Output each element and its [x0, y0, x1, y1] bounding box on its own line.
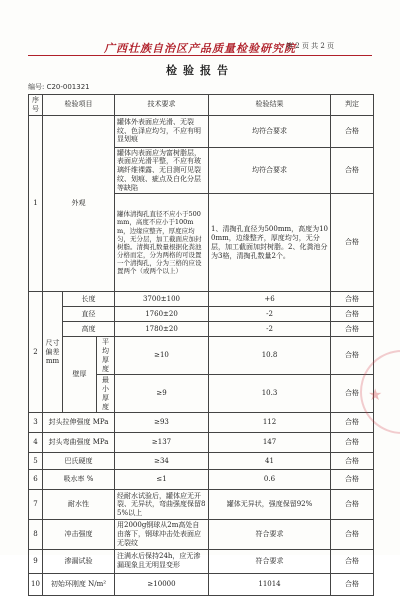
table-row: [29, 292, 374, 307]
verdict-cell: 合格: [331, 322, 374, 337]
table-row: [29, 322, 374, 337]
seq-cell: 7: [29, 490, 43, 520]
seq-cell: 2: [29, 292, 43, 413]
result-cell: 112: [209, 413, 331, 433]
result-cell: +6: [209, 292, 331, 307]
result-cell: 均符合要求: [209, 115, 331, 147]
result-cell: -2: [209, 307, 331, 322]
seq-cell: 1: [29, 115, 43, 292]
requirement-cell: ≥9: [115, 375, 209, 413]
requirement-cell: 1780±20: [115, 322, 209, 337]
item-cell: 渗漏试验: [43, 549, 115, 573]
seq-cell: 5: [29, 453, 43, 470]
table-header-row: [29, 95, 374, 116]
table-row: [29, 337, 374, 375]
result-cell: 罐体无异状，强度保留92%: [209, 490, 331, 520]
item-cell: 初始环刚度 N/m²: [43, 573, 115, 595]
item-cell: 吸水率 %: [43, 470, 115, 490]
verdict-cell: 合格: [331, 413, 374, 433]
table-row: [29, 307, 374, 322]
result-cell: 41: [209, 453, 331, 470]
table-row: [29, 413, 374, 433]
report-serial: 编号: C20-001321: [28, 83, 90, 91]
result-cell: 147: [209, 433, 331, 453]
seal-star-icon: ★: [368, 385, 383, 404]
requirement-cell: ≥137: [115, 433, 209, 453]
seq-cell: 4: [29, 433, 43, 453]
result-cell: 10.3: [209, 375, 331, 413]
seq-cell: 3: [29, 413, 43, 433]
verdict-cell: 合格: [331, 549, 374, 573]
header-requirement: 技术要求: [115, 95, 209, 116]
requirement-cell: 1760±20: [115, 307, 209, 322]
page-number: 第 2 页 共 2 页: [286, 42, 335, 50]
seq-cell: 8: [29, 520, 43, 549]
result-cell: 1、清掏孔直径为500mm，高度为100mm，边缘整齐，厚度均匀，无分层，加工截面加封树脂。2、化粪池分为3格，清掏孔数量2个。: [209, 194, 331, 292]
seq-cell: 9: [29, 549, 43, 573]
item-cell: 冲击强度: [43, 520, 115, 549]
requirement-cell: 注满水后保持24h，应无渗漏现象且无明显变形: [115, 549, 209, 573]
item-cell: 尺寸偏差mm: [43, 292, 63, 413]
table-row: [29, 470, 374, 490]
item-cell: 封头拉伸强度 MPa: [43, 413, 115, 433]
sub-sub-item-cell: 平均厚度: [97, 337, 115, 375]
result-cell: 符合要求: [209, 520, 331, 549]
table-row: [29, 453, 374, 470]
table-row: [29, 573, 374, 595]
seq-cell: 10: [29, 573, 43, 595]
table-row: [29, 433, 374, 453]
item-cell: 封头弯曲强度 MPa: [43, 433, 115, 453]
result-cell: 10.8: [209, 337, 331, 375]
sub-sub-item-cell: 最小厚度: [97, 375, 115, 413]
verdict-cell: 合格: [331, 433, 374, 453]
institute-name: 广西壮族自治区产品质量检验研究院: [104, 42, 296, 55]
item-cell: 耐水性: [43, 490, 115, 520]
verdict-cell: 合格: [331, 307, 374, 322]
requirement-cell: ≥34: [115, 453, 209, 470]
requirement-cell: 罐体内表面应为富树脂层，表面应光滑平整，不应有玻璃纤维裸露、无目测可见裂纹、划痕、疵点及白化分层等缺陷: [115, 147, 209, 194]
verdict-cell: 合格: [331, 375, 374, 413]
sub-item-cell: 直径: [63, 307, 115, 322]
seq-cell: 6: [29, 470, 43, 490]
requirement-cell: ≥93: [115, 413, 209, 433]
result-cell: 符合要求: [209, 549, 331, 573]
verdict-cell: 合格: [331, 147, 374, 194]
header-seq: 序号: [29, 95, 43, 116]
sub-item-cell: 长度: [63, 292, 115, 307]
sub-item-cell: 壁厚: [63, 337, 97, 413]
requirement-cell: ≤1: [115, 470, 209, 490]
requirement-cell: 罐体外表面应光滑、无裂纹、色泽应均匀，不应有明显划痕: [115, 115, 209, 147]
item-cell: 外观: [43, 115, 115, 292]
header-item: 检验项目: [43, 95, 115, 116]
header-verdict: 判定: [331, 95, 374, 116]
verdict-cell: 合格: [331, 573, 374, 595]
header-divider: [28, 55, 372, 56]
sub-item-cell: 高度: [63, 322, 115, 337]
requirement-cell: 经耐水试验后，罐体应无开裂、无异状，弯曲强度保留85%以上: [115, 490, 209, 520]
requirement-cell: 3700±100: [115, 292, 209, 307]
verdict-cell: 合格: [331, 470, 374, 490]
verdict-cell: 合格: [331, 292, 374, 307]
requirement-cell: ≥10000: [115, 573, 209, 595]
result-cell: -2: [209, 322, 331, 337]
requirement-cell: ≥10: [115, 337, 209, 375]
table-row: [29, 115, 374, 147]
verdict-cell: 合格: [331, 194, 374, 292]
table-row: [29, 490, 374, 520]
inspection-table: [28, 94, 374, 596]
table-row: [29, 549, 374, 573]
requirement-cell: 罐体清掏孔直径不应小于500mm，高度不应小于100mm，边缘应整齐，厚度应均匀，无分层，加工截面应加封树脂。清掏孔数量根据化粪池分格而定，分为两格的可设置一个清掏孔，分为三格的应设置两个（或两个以上）: [115, 194, 209, 292]
result-cell: 0.6: [209, 470, 331, 490]
verdict-cell: 合格: [331, 115, 374, 147]
item-cell: 巴氏硬度: [43, 453, 115, 470]
table-row: [29, 520, 374, 549]
verdict-cell: 合格: [331, 337, 374, 375]
result-cell: 均符合要求: [209, 147, 331, 194]
report-title: 检验报告: [166, 64, 234, 77]
header-result: 检验结果: [209, 95, 331, 116]
requirement-cell: 用2000g钢球从2m高处自由落下，钢球冲击处表面应无裂纹: [115, 520, 209, 549]
verdict-cell: 合格: [331, 453, 374, 470]
verdict-cell: 合格: [331, 520, 374, 549]
result-cell: 11014: [209, 573, 331, 595]
verdict-cell: 合格: [331, 490, 374, 520]
